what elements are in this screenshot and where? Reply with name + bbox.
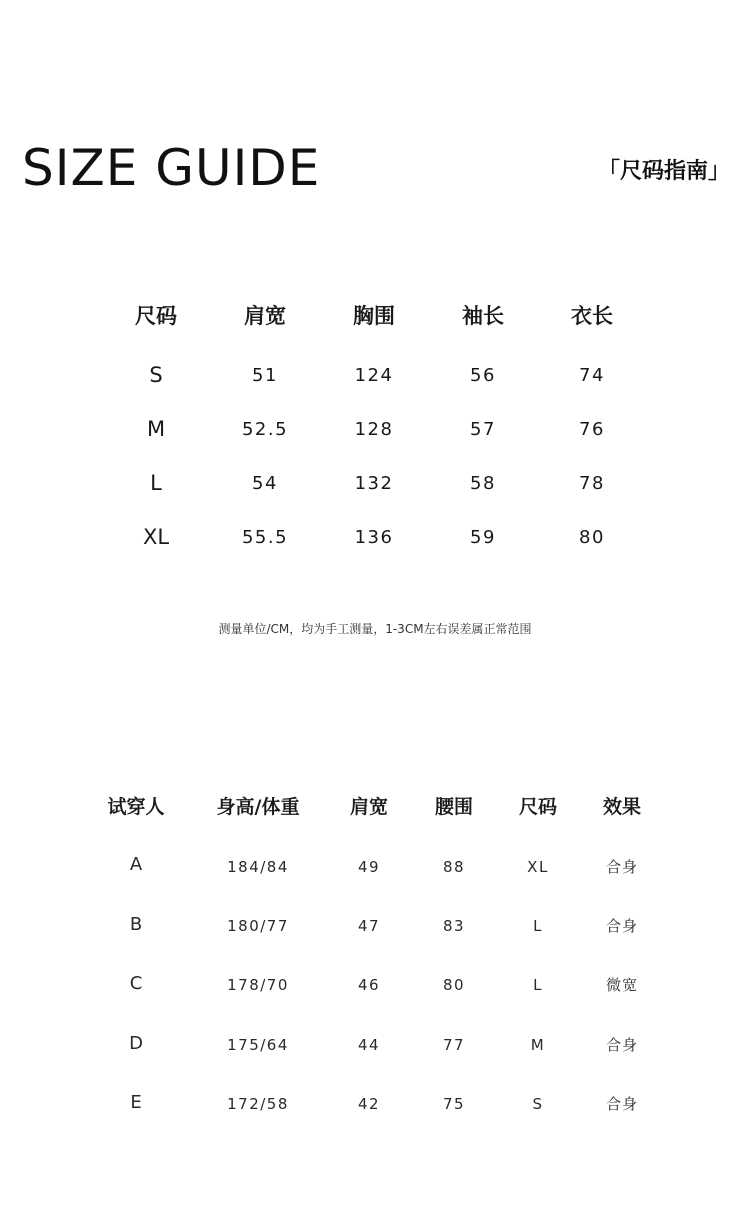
column-header-height-weight: 身高/体重	[216, 796, 300, 818]
height-weight-cell: 180/77	[227, 917, 289, 935]
shoulder-cell: 44	[357, 1036, 381, 1054]
column-header-tester: 试穿人	[107, 796, 165, 818]
size-cell: M	[530, 1036, 546, 1054]
waist-cell: 75	[442, 1095, 466, 1113]
shoulder-cell: 47	[357, 917, 381, 935]
page-title: SIZE GUIDE	[22, 139, 321, 197]
effect-cell: 微宽	[605, 976, 639, 994]
size-cell: L	[533, 976, 543, 994]
effect-cell: 合身	[605, 1036, 639, 1054]
sleeve-cell: 58	[470, 473, 496, 494]
chest-cell: 132	[354, 473, 394, 494]
effect-cell: 合身	[605, 917, 639, 935]
length-cell: 74	[579, 365, 605, 386]
size-cell: L	[150, 471, 162, 495]
length-cell: 76	[579, 419, 605, 440]
column-header-shoulder: 肩宽	[244, 304, 286, 328]
chest-cell: 128	[354, 419, 394, 440]
tester-cell: D	[129, 1033, 143, 1054]
sleeve-cell: 56	[470, 365, 496, 386]
height-weight-cell: 184/84	[227, 858, 289, 876]
size-cell: S	[149, 363, 163, 387]
waist-cell: 77	[442, 1036, 466, 1054]
tester-cell: E	[130, 1092, 142, 1113]
height-weight-cell: 172/58	[227, 1095, 289, 1113]
size-cell: L	[533, 917, 543, 935]
sleeve-cell: 57	[470, 419, 496, 440]
waist-cell: 88	[442, 858, 466, 876]
shoulder-cell: 46	[357, 976, 381, 994]
height-weight-cell: 178/70	[227, 976, 289, 994]
size-cell: S	[532, 1095, 544, 1113]
sleeve-cell: 59	[470, 527, 496, 548]
length-cell: 80	[579, 527, 605, 548]
shoulder-cell: 55.5	[241, 527, 289, 548]
length-cell: 78	[579, 473, 605, 494]
tester-cell: B	[129, 914, 143, 935]
shoulder-cell: 52.5	[241, 419, 289, 440]
height-weight-cell: 175/64	[227, 1036, 289, 1054]
column-header-sleeve: 袖长	[462, 304, 504, 328]
waist-cell: 83	[442, 917, 466, 935]
tester-cell: A	[129, 854, 143, 875]
size-cell: M	[146, 417, 166, 441]
shoulder-cell: 51	[252, 365, 278, 386]
shoulder-cell: 54	[252, 473, 278, 494]
column-header-size: 尺码	[518, 796, 558, 818]
column-header-chest: 胸围	[353, 304, 395, 328]
column-header-effect: 效果	[602, 796, 642, 818]
page-subtitle: 「尺码指南」	[597, 159, 730, 184]
waist-cell: 80	[442, 976, 466, 994]
shoulder-cell: 42	[357, 1095, 381, 1113]
column-header-waist: 腰围	[434, 796, 474, 818]
chest-cell: 124	[354, 365, 394, 386]
measurement-note: 测量单位/CM，均为手工测量，1-3CM左右误差属正常范围	[218, 622, 532, 636]
size-cell: XL	[527, 858, 549, 876]
shoulder-cell: 49	[357, 858, 381, 876]
chest-cell: 136	[354, 527, 394, 548]
effect-cell: 合身	[605, 858, 639, 876]
tester-cell: C	[129, 973, 143, 994]
column-header-shoulder: 肩宽	[349, 796, 389, 818]
column-header-size: 尺码	[135, 304, 177, 328]
column-header-length: 衣长	[571, 304, 613, 328]
size-cell: XL	[142, 525, 170, 549]
effect-cell: 合身	[605, 1095, 639, 1113]
